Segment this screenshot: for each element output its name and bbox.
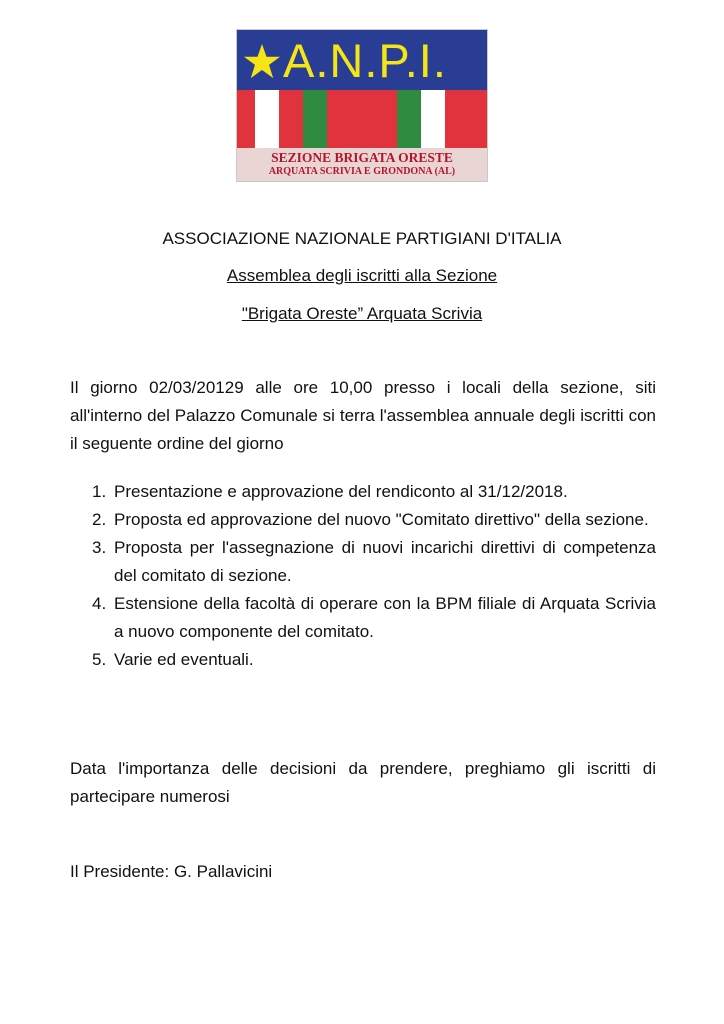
org-title: ASSOCIAZIONE NAZIONALE PARTIGIANI D'ITALIA [162,229,562,248]
closing-paragraph: Data l'importanza delle decisioni da prendere, preghiamo gli iscritti di partecipare numerosi [70,759,656,806]
logo-caption-line1: SEZIONE BRIGATA ORESTE [271,150,453,165]
section-name: "Brigata Oreste” Arquata Scrivia [241,304,483,323]
agenda-item-text: Proposta per l'assegnazione di nuovi incarichi direttivi di competenza del comitato di sezione. [114,538,656,585]
agenda-list [70,478,656,674]
agenda-item-number: 2. [92,510,107,529]
agenda-item [70,590,656,646]
logo-caption-line2: ARQUATA SCRIVIA E GRONDONA (AL) [268,166,456,177]
logo-banner [237,30,487,90]
agenda-item-text: Estensione della facoltà di operare con la BPM filiale di Arquata Scrivia a nuovo componente del comitato. [114,594,656,641]
logo-title: A.N.P.I. [283,34,447,87]
star-icon [243,43,281,81]
agenda-item-number: 4. [92,594,107,613]
logo-caption [237,148,487,181]
assembly-title: Assemblea degli iscritti alla Sezione [226,266,498,285]
agenda-item-text: Proposta ed approvazione del nuovo "Comitato direttivo" della sezione. [114,510,649,529]
logo-flag-stripes [237,90,487,148]
agenda-item [70,534,656,590]
agenda-item [70,478,656,506]
intro-paragraph: Il giorno 02/03/20129 alle ore 10,00 presso i locali della sezione, siti all'interno del Palazzo Comunale si terra l'assemblea annuale degli iscritti con il seguente ordine del giorno [70,378,656,453]
agenda-item-number: 1. [92,482,107,501]
agenda-item-text: Presentazione e approvazione del rendiconto al 31/12/2018. [114,482,568,501]
agenda-item [70,506,656,534]
anpi-logo [236,29,488,182]
agenda-item-text: Varie ed eventuali. [114,650,254,669]
agenda-item-number: 5. [92,650,107,669]
agenda-item [70,646,656,674]
agenda-item-number: 3. [92,538,107,557]
signature: Il Presidente: G. Pallavicini [70,862,273,881]
